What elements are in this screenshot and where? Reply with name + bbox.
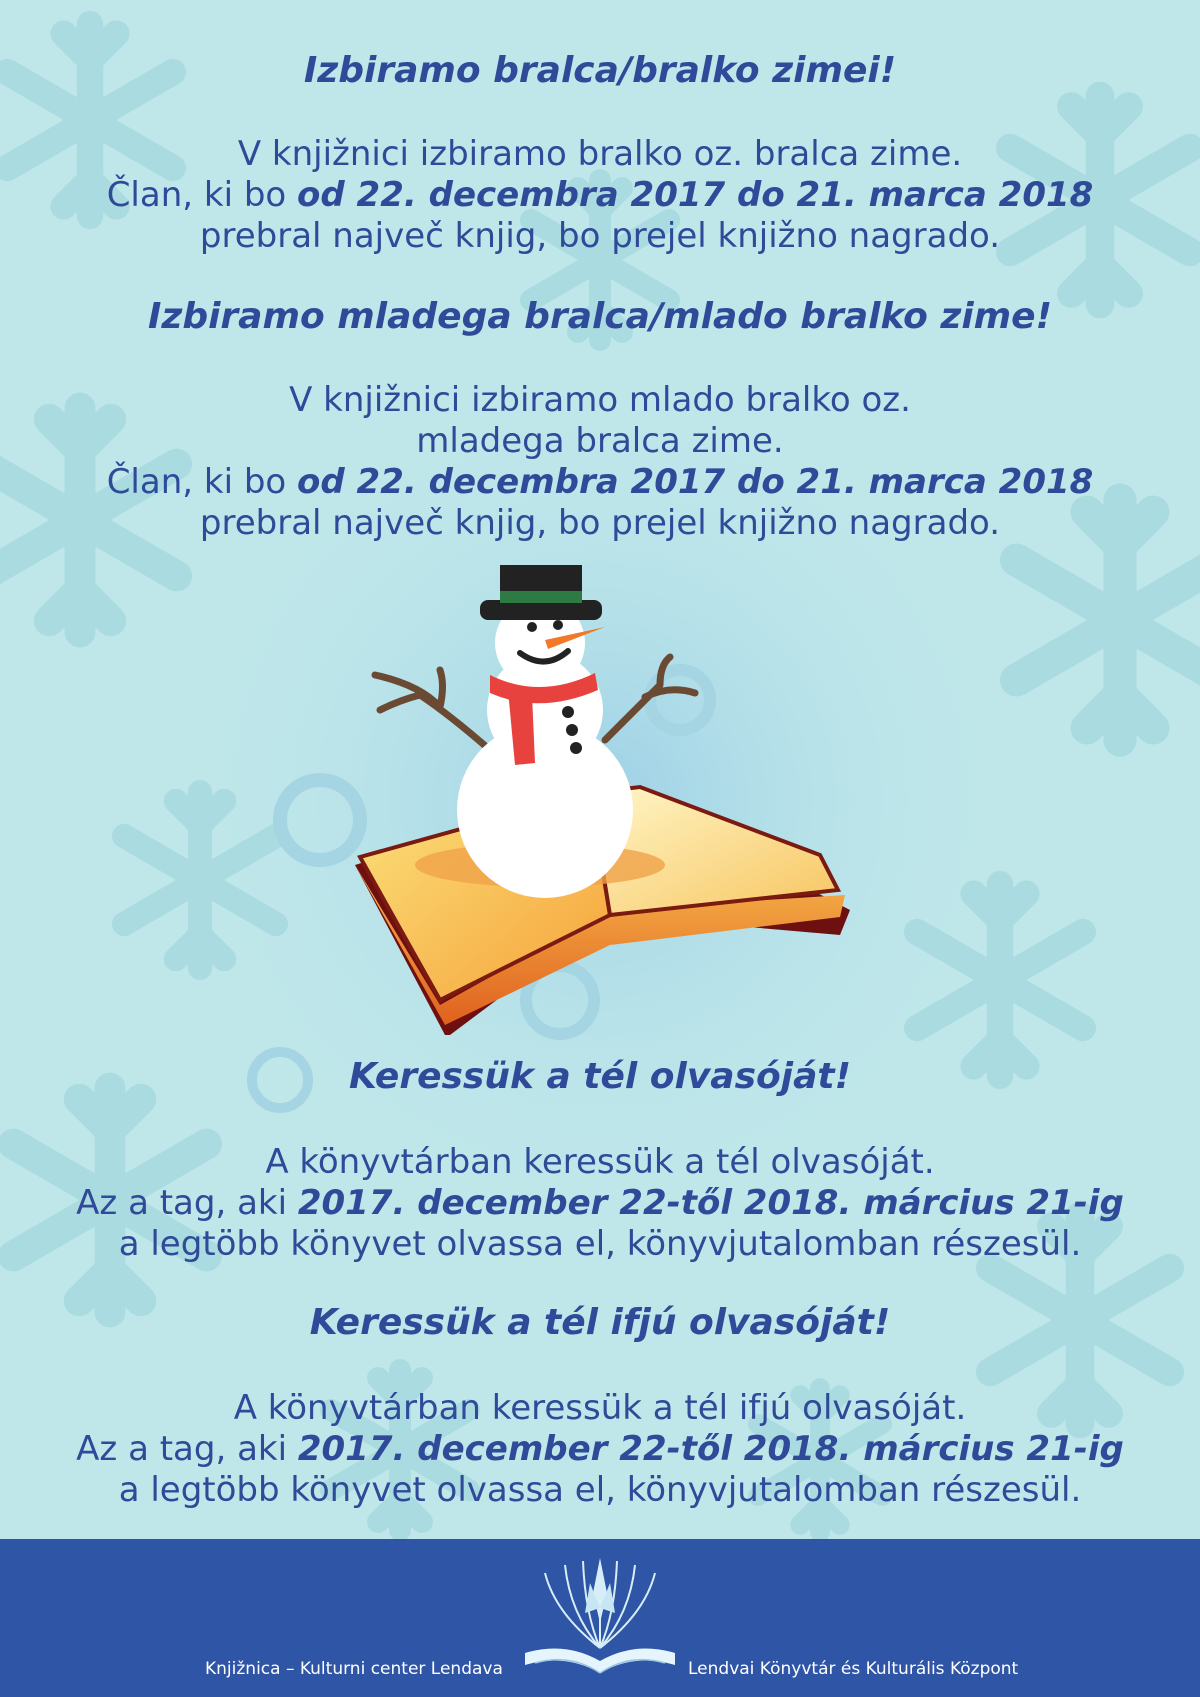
section1-line1: V knjižnici izbiramo bralko oz. bralca zime. [237,134,963,174]
section1-paragraph [0,134,1200,257]
section2-heading: Izbiramo mladega bralca/mlado bralko zime! [147,296,1053,337]
section2-line3-text: Član, ki bo [106,462,298,502]
section1-heading: Izbiramo bralca/bralko zimei! [303,50,897,91]
section3-line2 [0,1183,1200,1224]
section4-line3: a legtöbb könyvet olvassa el, könyvjutalomban részesül. [118,1470,1082,1510]
section4-line2 [0,1429,1200,1470]
section3-line2-text: Az a tag, aki [76,1183,298,1223]
library-logo-icon [515,1553,685,1683]
section1-date-range: od 22. decembra 2017 do 21. marca 2018 [297,175,1094,215]
section3-heading: Keressük a tél olvasóját! [348,1056,852,1097]
section2-line3 [0,462,1200,503]
snowman-book-illustration [340,565,860,1045]
section2-paragraph [0,380,1200,544]
section4-paragraph [0,1388,1200,1511]
section4-line2-text: Az a tag, aki [76,1429,298,1469]
section3-line1: A könyvtárban keressük a tél olvasóját. [265,1142,935,1182]
section2-line2: mladega bralca zime. [416,421,784,461]
section1-line2 [0,175,1200,216]
footer-bar [0,1539,1200,1697]
section2-line4: prebral največ knjig, bo prejel knjižno nagrado. [199,503,1001,543]
section2-line1: V knjižnici izbiramo mlado bralko oz. [289,380,911,420]
section1-line2-text: Član, ki bo [106,175,298,215]
footer-left-text: Knjižnica – Kulturni center Lendava [205,1659,503,1679]
footer-right-text: Lendvai Könyvtár és Kulturális Központ [688,1659,1019,1679]
section1-line3: prebral največ knjig, bo prejel knjižno nagrado. [199,216,1001,256]
section3-line3: a legtöbb könyvet olvassa el, könyvjutalomban részesül. [118,1224,1082,1264]
section3-paragraph [0,1142,1200,1265]
section4-date-range: 2017. december 22-től 2018. március 21-ig [297,1429,1124,1469]
section4-heading: Keressük a tél ifjú olvasóját! [309,1302,891,1343]
section3-date-range: 2017. december 22-től 2018. március 21-ig [297,1183,1124,1223]
section2-date-range: od 22. decembra 2017 do 21. marca 2018 [297,462,1094,502]
section4-line1: A könyvtárban keressük a tél ifjú olvasóját. [233,1388,967,1428]
